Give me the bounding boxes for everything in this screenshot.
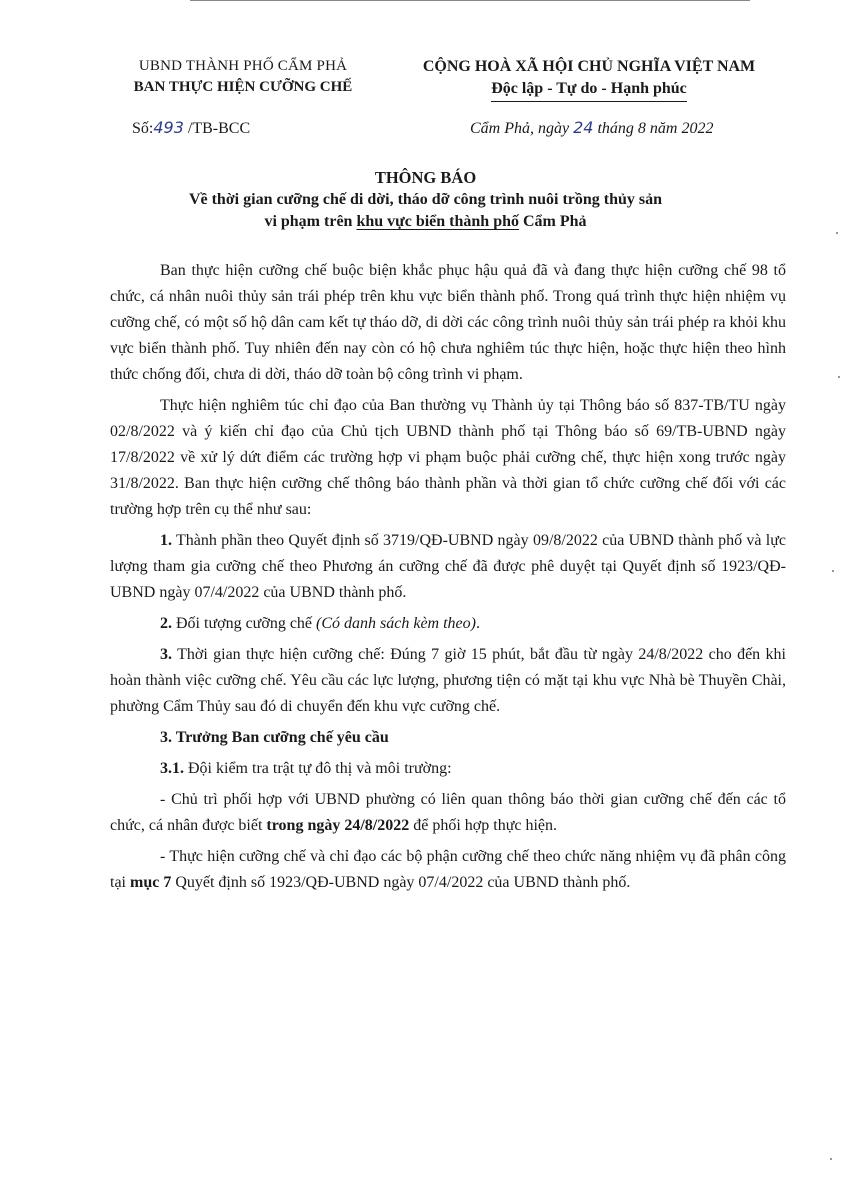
scan-speck (830, 1158, 832, 1160)
section-heading-requirements: 3. Trưởng Ban cưỡng chế yêu cầu (160, 729, 389, 746)
paragraph-item-3 (110, 642, 786, 720)
date-suffix: tháng 8 năm 2022 (597, 120, 714, 137)
item-3-number: 3. (160, 646, 172, 663)
bullet-notify-pre: - Chủ trì phối hợp với UBND phường có liên quan thông báo thời gian cưỡng chế đến các tổ chức, cá nhân được biết (110, 791, 786, 834)
doc-no-prefix: Số: (132, 120, 154, 137)
document-title (0, 167, 851, 233)
paragraph-3-1 (110, 756, 786, 782)
agency-name: BAN THỰC HIỆN CƯỠNG CHẾ (133, 79, 353, 95)
item-2-end: . (475, 615, 480, 632)
document-date (470, 118, 713, 138)
national-motto: Độc lập - Tự do - Hạnh phúc (491, 78, 687, 102)
scan-speck (836, 232, 838, 234)
national-heading (386, 56, 792, 102)
bullet-notify-post: để phối hợp thực hiện. (409, 817, 558, 834)
paragraph-item-2 (110, 611, 786, 637)
sub-3-1-text: Đội kiểm tra trật tự đô thị và môi trường: (184, 760, 452, 777)
title-l3-post: Cẩm Phả (519, 213, 587, 230)
title-heading: THÔNG BÁO (374, 168, 477, 187)
paragraph-context: Ban thực hiện cưỡng chế buộc biện khắc phục hậu quả đã và đang thực hiện cưỡng chế 98 tổ chức, cá nhân nuôi thủy sản trái phép trên khu vực biển thành phố. Trong quá trình thực hiện nhiệm vụ cưỡng chế, có một số hộ dân cam kết tự tháo dỡ, di dời các công trình nuôi thủy sản trái phép ra khỏi khu vực biển thành phố. Tuy nhiên đến nay còn có hộ chưa nghiêm túc thực hiện, hoặc thực hiện theo hình thức chống đối, chưa di dời, tháo dỡ toàn bộ công trình vi phạm. (110, 262, 786, 383)
bullet-execute-pre: - Thực hiện cưỡng chế và chỉ đạo các bộ phận cưỡng chế theo chức năng nhiệm vụ đã phân công tại (110, 848, 786, 891)
paragraph-bullet-notify (110, 787, 786, 839)
title-l3-underlined: khu vực biển thành phố (356, 213, 519, 230)
paragraph-directive: Thực hiện nghiêm túc chỉ đạo của Ban thường vụ Thành ủy tại Thông báo số 837-TB/TU ngày 02/8/2022 và ý kiến chỉ đạo của Chủ tịch UBND thành phố tại Thông báo số 69/TB-UBND ngày 17/8/2022 về xử lý dứt điểm các trường hợp vi phạm buộc phải cưỡng chế, thực hiện xong trước ngày 31/8/2022. Ban thực hiện cưỡng chế thông báo thành phần và thời gian tổ chức cưỡng chế đối với các trường hợp trên cụ thể như sau: (110, 397, 786, 518)
paragraph-bullet-execute (110, 844, 786, 896)
agency-parent: UBND THÀNH PHỐ CẨM PHẢ (138, 58, 348, 74)
item-2-italic-note: (Có danh sách kèm theo) (316, 615, 476, 632)
scan-top-edge (190, 0, 750, 1)
scan-speck (832, 570, 834, 572)
doc-no-handwritten: 493 (153, 118, 184, 137)
date-prefix: Cẩm Phả, ngày (470, 120, 570, 137)
item-3-text: Thời gian thực hiện cưỡng chế: Đúng 7 giờ 15 phút, bắt đầu từ ngày 24/8/2022 cho đến khi hoàn thành việc cưỡng chế. Yêu cầu các lực lượng, phương tiện có mặt tại khu vực Nhà bè Thuyền Chài, phường Cẩm Thủy sau đó di chuyển đến khu vực cưỡng chế. (110, 646, 786, 715)
nation-name: CỘNG HOÀ XÃ HỘI CHỦ NGHĨA VIỆT NAM (422, 58, 756, 75)
document-body (110, 258, 786, 896)
item-1-text: Thành phần theo Quyết định số 3719/QĐ-UBND ngày 09/8/2022 của UBND thành phố và lực lượng tham gia cưỡng chế theo Phương án cưỡng chế đã được phê duyệt tại Quyết định số 1923/QĐ-UBND ngày 07/4/2022 của UBND thành phố. (110, 532, 786, 601)
item-1-number: 1. (160, 532, 172, 549)
bullet-notify-bold: trong ngày 24/8/2022 (266, 817, 410, 834)
bullet-execute-bold: mục 7 (130, 874, 172, 891)
document-number (132, 118, 250, 138)
doc-no-suffix: /TB-BCC (187, 120, 251, 137)
document-header (0, 56, 851, 146)
sub-3-1-number: 3.1. (160, 760, 184, 777)
item-2-number: 2. (160, 615, 172, 632)
scan-speck (838, 376, 840, 378)
title-subject-line1: Về thời gian cưỡng chế di dời, tháo dỡ công trình nuôi trồng thủy sản (188, 191, 663, 208)
title-l3-pre: vi phạm trên (264, 213, 357, 230)
date-day-handwritten: 24 (573, 118, 594, 137)
issuing-agency (112, 56, 374, 98)
paragraph-item-1 (110, 528, 786, 606)
bullet-execute-post: Quyết định số 1923/QĐ-UBND ngày 07/4/2022 của UBND thành phố. (171, 874, 631, 891)
item-2-text: Đối tượng cưỡng chế (172, 615, 317, 632)
title-subject-line2 (0, 211, 851, 233)
